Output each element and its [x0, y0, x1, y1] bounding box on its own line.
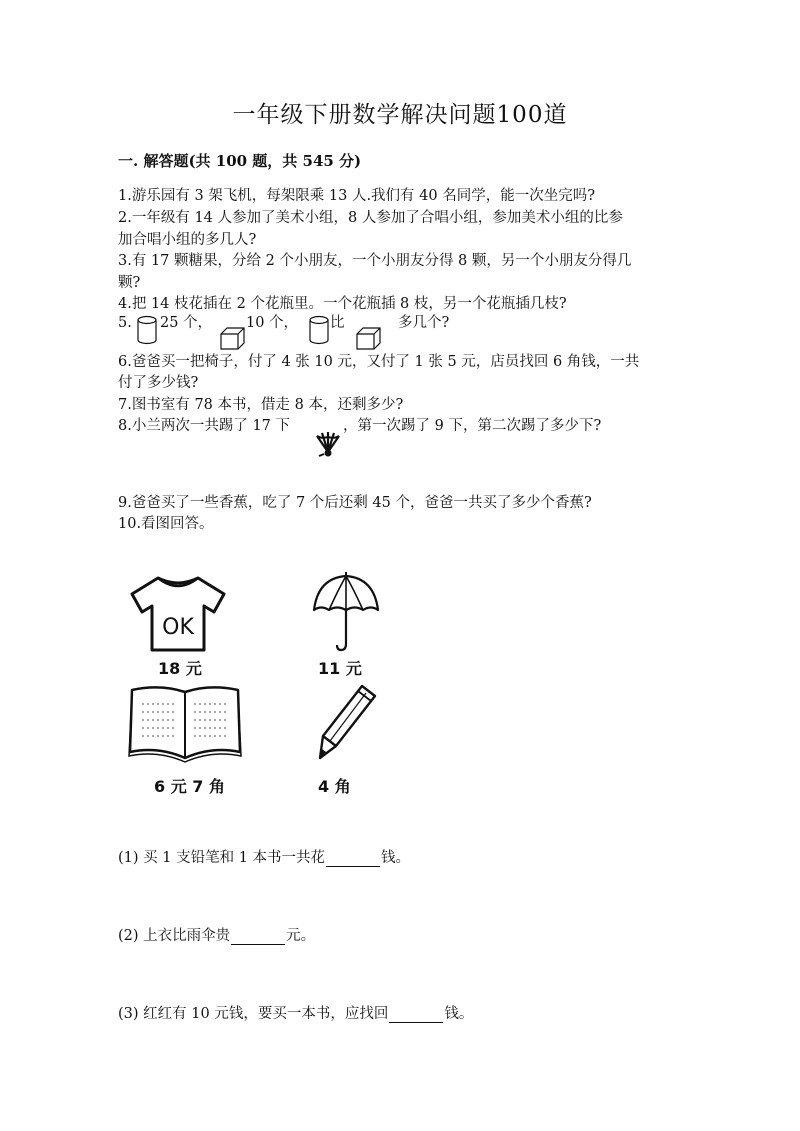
- subquestion-2: [118, 924, 315, 945]
- question-8: [118, 416, 678, 460]
- question-4: 4.把 14 枝花插在 2 个花瓶里。一个花瓶插 8 枝，另一个花瓶插几枝?: [118, 296, 567, 312]
- question-5-text-4: 多几个?: [398, 315, 450, 331]
- question-5-text-2: 10 个，: [246, 315, 299, 331]
- question-2-line-1: 2.一年级有 14 人参加了美术小组，8 人参加了合唱小组，参加美术小组的比参: [118, 210, 623, 226]
- pencil-icon: [318, 684, 378, 760]
- book-icon: [126, 682, 244, 764]
- question-3-line-2: 颗?: [118, 275, 141, 291]
- question-9: 9.爸爸买了一些香蕉，吃了 7 个后还剩 45 个，爸爸一共买了多少个香蕉?: [118, 495, 592, 511]
- section-heading: 一. 解答题(共 100 题，共 545 分): [118, 152, 362, 170]
- book-price: 6 元 7 角: [154, 777, 225, 796]
- question-7: 7.图书室有 78 本书，借走 8 本，还剩多少?: [118, 397, 404, 413]
- subquestion-2-text: (2) 上衣比雨伞贵: [118, 928, 231, 944]
- subquestion-3: [118, 1002, 473, 1023]
- question-1: 1.游乐园有 3 架飞机，每架限乘 13 人.我们有 40 名同学，能一次坐完吗?: [118, 188, 595, 204]
- answer-blank-2[interactable]: [231, 930, 285, 945]
- cube-icon: [220, 327, 246, 351]
- pencil-price: 4 角: [318, 777, 351, 796]
- subquestion-1-unit: 钱。: [381, 850, 411, 866]
- question-6-line-1: 6.爸爸买一把椅子，付了 4 张 10 元，又付了 1 张 5 元，店员找回 6 角钱，一共: [118, 354, 640, 370]
- subquestion-2-unit: 元。: [286, 928, 316, 944]
- subquestion-3-text: (3) 红红有 10 元钱，要买一本书，应找回: [118, 1006, 389, 1022]
- question-8-text-2: ，第一次踢了 9 下，第二次踢了多少下?: [343, 418, 602, 434]
- shirt-icon: [128, 574, 228, 654]
- cube-icon-2: [356, 327, 382, 351]
- question-2-line-2: 加合唱小组的多几人?: [118, 232, 257, 248]
- question-5-text-3: 比: [330, 315, 345, 331]
- question-6-line-2: 付了多少钱?: [118, 375, 199, 391]
- umbrella-icon: [310, 570, 382, 656]
- answer-blank-1[interactable]: [326, 852, 380, 867]
- shirt-price: 18 元: [158, 659, 202, 678]
- subquestion-3-unit: 钱。: [444, 1006, 474, 1022]
- umbrella-price: 11 元: [318, 659, 362, 678]
- shuttlecock-icon: [313, 430, 343, 458]
- cylinder-icon: [136, 315, 158, 345]
- shirt-text: OK: [162, 615, 194, 640]
- question-3-line-1: 3.有 17 颗糖果，分给 2 个小朋友，一个小朋友分得 8 颗，另一个小朋友分得几: [118, 253, 632, 269]
- question-8-text-1: 8.小兰两次一共踢了 17 下: [118, 418, 291, 434]
- subquestion-1: [118, 846, 410, 867]
- cylinder-icon-2: [308, 315, 330, 345]
- question-10: 10.看图回答。: [118, 516, 214, 532]
- question-5: [118, 313, 518, 353]
- subquestion-1-text: (1) 买 1 支铅笔和 1 本书一共花: [118, 850, 326, 866]
- answer-blank-3[interactable]: [389, 1008, 443, 1023]
- question-5-text-1: 25 个，: [160, 315, 213, 331]
- question-5-number: 5.: [118, 315, 132, 331]
- page-title: 一年级下册数学解决问题100道: [232, 102, 568, 128]
